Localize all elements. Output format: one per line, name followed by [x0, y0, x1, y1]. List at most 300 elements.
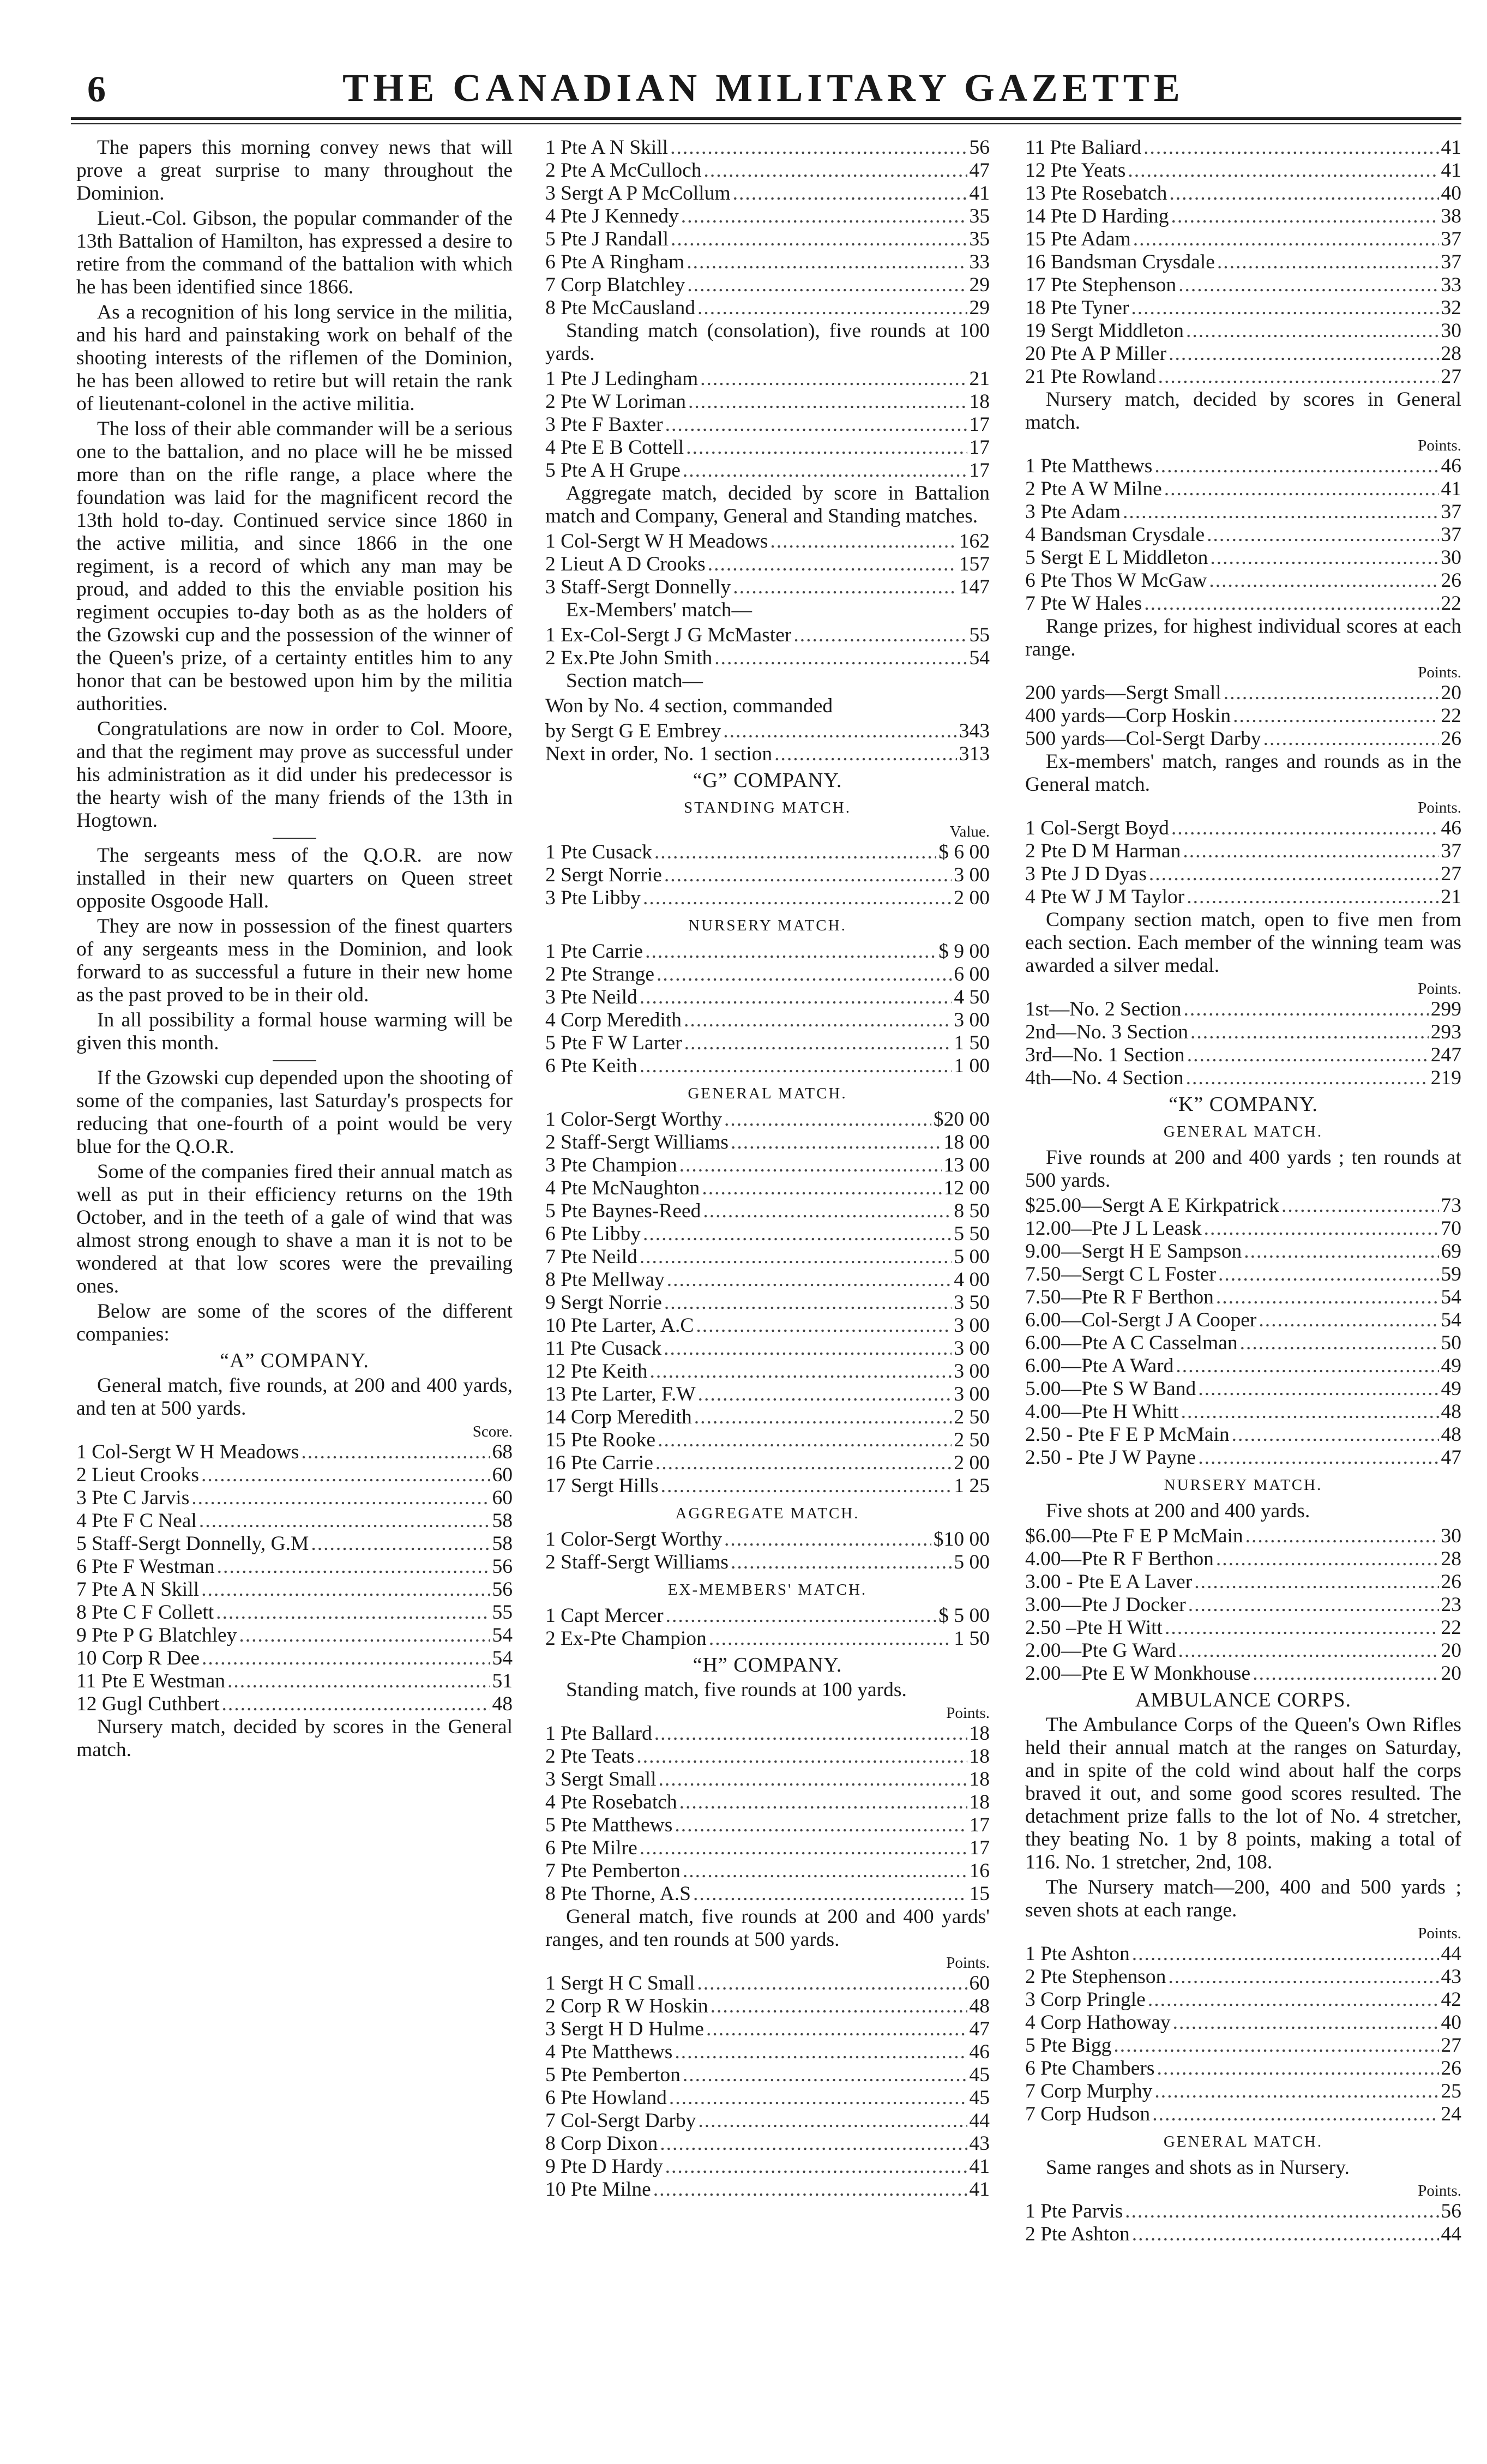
- entrant-name: 9 Sergt Norrie: [545, 1291, 662, 1314]
- score-row: [545, 1722, 990, 1745]
- score-value: 16: [969, 1860, 990, 1882]
- match-description: Range prizes, for highest individual scores at each range.: [1025, 615, 1461, 660]
- dot-leader: [1132, 1943, 1439, 1966]
- score-row: [1025, 1571, 1461, 1594]
- entrant-name: 7 Pte Neild: [545, 1246, 637, 1268]
- dot-leader: [636, 1745, 967, 1768]
- dot-leader: [698, 1383, 952, 1406]
- section-heading-ambulance: AMBULANCE CORPS.: [1135, 1688, 1352, 1711]
- entrant-name: 1 Col-Sergt W H Meadows: [76, 1441, 299, 1463]
- header-rule-thin: [71, 123, 1461, 124]
- score-value: 44: [1441, 2223, 1461, 2245]
- score-value: $ 6 00: [938, 841, 990, 863]
- score-value: 3 00: [954, 1314, 990, 1337]
- score-row: [1025, 159, 1461, 182]
- score-row: [545, 1383, 990, 1406]
- score-row: [1025, 182, 1461, 205]
- score-row: [1025, 274, 1461, 297]
- paragraph: The sergeants mess of the Q.O.R. are now installed in their new quarters on Queen street opposite Osgoode Hall.: [76, 844, 513, 912]
- entrant-name: 1 Pte Ballard: [545, 1722, 652, 1745]
- paragraph: In all possibility a formal house warming will be given this month.: [76, 1009, 513, 1054]
- dot-leader: [770, 530, 956, 553]
- entrant-name: 5 Pte Pemberton: [545, 2064, 681, 2086]
- paragraph: The loss of their able commander will be a serious one to the battalion, and no place will he be missed more than on the rifle range, a place where the foundation was laid for the magnificent record the 13th hold to-day. Continued service since 1860 in the active militia, and since 1866 in the one regiment, is a record of which any man may be proud, and added to this the enviable position his regiment occupies to-day both as as the holders of the Gzowski cup and the possession of the winner of the Queen's prize, of a certainty entitles him to any honor that can be bestowed upon him by the militia authorities.: [76, 418, 513, 715]
- entrant-name: 2.00—Pte G Ward: [1025, 1639, 1176, 1662]
- entrant-name: 6.00—Pte A C Casselman: [1025, 1332, 1238, 1354]
- score-row: [1025, 1378, 1461, 1401]
- score-row: [1025, 1067, 1461, 1090]
- entrant-name: 6.00—Pte A Ward: [1025, 1355, 1174, 1377]
- score-value: $ 5 00: [938, 1604, 990, 1627]
- dot-leader: [724, 1528, 931, 1551]
- dot-leader: [640, 1055, 952, 1078]
- score-value: 41: [1441, 159, 1461, 182]
- dot-leader: [1207, 524, 1438, 546]
- score-value: 46: [969, 2041, 990, 2063]
- entrant-name: 12 Gugl Cuthbert: [76, 1693, 220, 1715]
- entrant-name: 16 Bandsman Crysdale: [1025, 251, 1215, 273]
- score-value: 42: [1441, 1988, 1461, 2011]
- score-row: [1025, 2057, 1461, 2080]
- dot-leader: [1186, 320, 1439, 342]
- score-value: 20: [1441, 1662, 1461, 1685]
- entrant-name: 200 yards—Sergt Small: [1025, 682, 1221, 704]
- score-value: 54: [1441, 1309, 1461, 1331]
- entrant-name: 7 Col-Sergt Darby: [545, 2110, 696, 2132]
- score-value: 1 00: [954, 1055, 990, 1077]
- score-value: 44: [1441, 1943, 1461, 1965]
- dot-leader: [683, 2064, 967, 2087]
- score-row: [545, 1269, 990, 1291]
- match-description: Section match—: [566, 670, 703, 692]
- score-value: 37: [1441, 251, 1461, 273]
- score-value: 18: [969, 1768, 990, 1790]
- entrant-name: 5.00—Pte S W Band: [1025, 1378, 1196, 1400]
- entrant-name: 2 Pte W Loriman: [545, 390, 686, 413]
- score-row: [76, 1487, 513, 1510]
- score-row: [1025, 817, 1461, 840]
- score-value: 23: [1441, 1594, 1461, 1616]
- column-middle: [545, 136, 990, 2449]
- dot-leader: [1259, 1309, 1438, 1332]
- entrant-name: 8 Pte McCausland: [545, 297, 695, 319]
- entrant-name: 11 Pte Cusack: [545, 1337, 662, 1360]
- subheading: NURSERY MATCH.: [688, 917, 847, 934]
- dot-leader: [679, 1791, 967, 1814]
- score-row: [545, 1429, 990, 1452]
- score-row: [545, 624, 990, 647]
- score-value: 41: [1441, 136, 1461, 159]
- score-row: [1025, 1021, 1461, 1044]
- dot-leader: [659, 1768, 967, 1791]
- score-value: 60: [969, 1972, 990, 1994]
- entrant-name: 4 Bandsman Crysdale: [1025, 524, 1205, 546]
- entrant-name: 4 Pte Matthews: [545, 2041, 673, 2063]
- score-value: 56: [1441, 2200, 1461, 2222]
- subheading: AGGREGATE MATCH.: [675, 1505, 860, 1522]
- dot-leader: [1190, 1021, 1429, 1044]
- score-row: [545, 647, 990, 670]
- header-rule: [71, 117, 1461, 120]
- score-value: 2 50: [954, 1406, 990, 1428]
- dot-leader: [733, 576, 957, 599]
- entrant-name: 4 Corp Meredith: [545, 1009, 682, 1031]
- entrant-name: 6 Pte A Ringham: [545, 251, 685, 273]
- dot-leader: [675, 2041, 967, 2064]
- score-row: [545, 2087, 990, 2110]
- dot-leader: [733, 182, 967, 205]
- score-row: [545, 2155, 990, 2178]
- score-value: 17: [969, 1814, 990, 1836]
- score-row: [1025, 1044, 1461, 1067]
- dot-leader: [681, 205, 967, 228]
- score-list: [545, 940, 990, 1078]
- score-value: 8 50: [954, 1200, 990, 1222]
- dot-leader: [666, 1604, 937, 1627]
- score-value: 45: [969, 2064, 990, 2086]
- entrant-name: 8 Pte C F Collett: [76, 1601, 214, 1624]
- match-description: Aggregate match, decided by score in Battalion match and Company, General and Standing matches.: [545, 482, 990, 527]
- dot-leader: [1123, 501, 1439, 524]
- dot-leader: [1216, 1548, 1439, 1571]
- dot-leader: [1209, 569, 1438, 592]
- entrant-name: 12 Pte Keith: [545, 1360, 648, 1383]
- article-gzowski: [76, 1067, 513, 1346]
- section-heading-k-company: “K” COMPANY.: [1169, 1093, 1318, 1116]
- score-list: [1025, 998, 1461, 1090]
- dot-leader: [1216, 1286, 1439, 1309]
- score-row: [545, 1860, 990, 1883]
- dot-leader: [694, 1406, 952, 1429]
- dot-leader: [653, 2178, 967, 2201]
- entrant-name: 3 Pte F Baxter: [545, 413, 663, 436]
- dot-leader: [1154, 2080, 1438, 2103]
- score-row: [76, 1510, 513, 1533]
- score-row: [545, 1883, 990, 1906]
- dot-leader: [239, 1624, 490, 1647]
- score-row: [545, 1131, 990, 1154]
- score-value: 162: [959, 530, 990, 552]
- match-description: Five shots at 200 and 400 yards.: [1046, 1500, 1310, 1522]
- score-value: 48: [1441, 1423, 1461, 1446]
- score-row: [76, 1555, 513, 1578]
- entrant-name: 8 Pte Thorne, A.S: [545, 1883, 691, 1905]
- score-row: [545, 1154, 990, 1177]
- score-value: 20: [1441, 682, 1461, 704]
- score-value: 60: [492, 1464, 513, 1486]
- score-row: [545, 1032, 990, 1055]
- subheading: EX-MEMBERS' MATCH.: [667, 1581, 868, 1598]
- score-list: [545, 136, 990, 320]
- dot-leader: [1176, 1355, 1438, 1378]
- dot-leader: [684, 1032, 952, 1055]
- entrant-name: 13 Pte Larter, F.W: [545, 1383, 696, 1405]
- dot-leader: [714, 647, 967, 670]
- entrant-name: 2 Ex.Pte John Smith: [545, 647, 713, 669]
- score-value: 5 50: [954, 1223, 990, 1245]
- score-row: [1025, 2011, 1461, 2034]
- section-heading-g-company: “G” COMPANY.: [693, 769, 842, 792]
- score-value: 70: [1441, 1217, 1461, 1240]
- entrant-name: 10 Corp R Dee: [76, 1647, 200, 1669]
- dot-leader: [683, 459, 967, 482]
- entrant-name: 13 Pte Rosebatch: [1025, 182, 1167, 205]
- score-value: 44: [969, 2110, 990, 2132]
- entrant-name: 2 Sergt Norrie: [545, 864, 662, 886]
- score-row: [1025, 1966, 1461, 1988]
- score-row: [545, 1177, 990, 1200]
- entrant-name: 6 Pte F Westman: [76, 1555, 215, 1578]
- score-list: [545, 1972, 990, 2201]
- score-row: [545, 390, 990, 413]
- paragraph: If the Gzowski cup depended upon the shooting of some of the companies, last Saturday's prospects for reducing that one-fourth of a point would be very blue for the Q.O.R.: [76, 1067, 513, 1158]
- dot-leader: [217, 1555, 490, 1578]
- dot-leader: [697, 297, 967, 320]
- score-value: 55: [492, 1601, 513, 1624]
- score-row: [76, 1624, 513, 1647]
- dot-leader: [1143, 136, 1438, 159]
- score-value: 30: [1441, 546, 1461, 569]
- section-heading-a-company: “A” COMPANY.: [220, 1349, 369, 1372]
- score-row: [545, 2178, 990, 2201]
- entrant-name: 17 Sergt Hills: [545, 1475, 659, 1497]
- score-row: [545, 1314, 990, 1337]
- entrant-name: $25.00—Sergt A E Kirkpatrick: [1025, 1194, 1279, 1217]
- entrant-name: 18 Pte Tyner: [1025, 297, 1129, 319]
- entrant-name: 16 Pte Carrie: [545, 1452, 653, 1474]
- dot-leader: [1233, 705, 1438, 728]
- entrant-name: 1 Pte Carrie: [545, 940, 643, 963]
- article-sergeants-mess: [76, 844, 513, 1055]
- score-value: 59: [1441, 1263, 1461, 1285]
- dot-leader: [202, 1647, 490, 1670]
- dot-leader: [643, 887, 952, 910]
- dot-leader: [1217, 251, 1439, 274]
- dot-leader: [221, 1693, 490, 1716]
- score-value: 28: [1441, 342, 1461, 365]
- dot-leader: [1188, 1594, 1439, 1616]
- score-value: 26: [1441, 728, 1461, 750]
- score-value: 48: [492, 1693, 513, 1715]
- paragraph: The Ambulance Corps of the Queen's Own Rifles held their annual match at the ranges on Saturday, and in spite of the cold wind about half the corps braved it out, and some good scores resulted. The detachment prize falls to the lot of No. 4 stretcher, they beating No. 1 by 8 points, making a total of 116. No. 1 stretcher, 2nd, 108.: [1025, 1714, 1461, 1873]
- dot-leader: [687, 274, 967, 297]
- score-row: [545, 530, 990, 553]
- article-gibson: [76, 136, 513, 832]
- score-row: [545, 413, 990, 436]
- dot-leader: [660, 2132, 967, 2155]
- score-row: [545, 2064, 990, 2087]
- entrant-name: 7.50—Sergt C L Foster: [1025, 1263, 1217, 1285]
- score-value: 32: [1441, 297, 1461, 319]
- dot-leader: [1149, 863, 1439, 886]
- score-value: 5 00: [954, 1551, 990, 1573]
- paragraph: As a recognition of his long service in the militia, and his hard and painstaking work on behalf of the shooting interests of the riflemen of the Dominion, he has been allowed to retire but will retain the rank of lieutenant-colonel in the active militia.: [76, 301, 513, 415]
- score-list: [1025, 2200, 1461, 2246]
- match-description: Standing match (consolation), five rounds at 100 yards.: [545, 320, 990, 365]
- entrant-name: 6 Pte Libby: [545, 1223, 641, 1245]
- match-description: Standing match, five rounds at 100 yards.: [566, 1679, 907, 1701]
- score-value: 2 00: [954, 1452, 990, 1474]
- entrant-name: 3 Sergt Small: [545, 1768, 657, 1790]
- dot-leader: [1186, 1067, 1429, 1090]
- dot-leader: [1224, 682, 1439, 705]
- score-list: [545, 1108, 990, 1498]
- score-row: [1025, 1286, 1461, 1309]
- entrant-name: 3 Pte C Jarvis: [76, 1487, 190, 1509]
- score-row: [76, 1601, 513, 1624]
- entrant-name: 15 Pte Adam: [1025, 228, 1131, 250]
- score-row: [545, 1452, 990, 1475]
- score-row: [545, 159, 990, 182]
- dot-leader: [1133, 228, 1439, 251]
- entrant-name: 4 Pte F C Neal: [76, 1510, 197, 1532]
- dot-leader: [679, 1154, 942, 1177]
- dot-leader: [1178, 1639, 1438, 1662]
- score-value: 60: [492, 1487, 513, 1509]
- score-value: 299: [1430, 998, 1461, 1020]
- dot-leader: [696, 1314, 952, 1337]
- dot-leader: [654, 1722, 967, 1745]
- dot-leader: [684, 1009, 952, 1032]
- dot-leader: [658, 1429, 952, 1452]
- score-row: [545, 963, 990, 986]
- match-description: Won by No. 4 section, commanded: [545, 695, 833, 717]
- score-row: [1025, 2200, 1461, 2223]
- score-value: 28: [1441, 1548, 1461, 1570]
- score-row: [1025, 886, 1461, 909]
- score-value: 55: [969, 624, 990, 646]
- entrant-name: 1 Pte Ashton: [1025, 1943, 1130, 1965]
- score-value: $ 9 00: [938, 940, 990, 963]
- score-value: 47: [969, 159, 990, 182]
- dot-leader: [731, 1131, 942, 1154]
- score-row: [545, 2018, 990, 2041]
- entrant-name: 2.50 - Pte F E P McMain: [1025, 1423, 1230, 1446]
- score-row: [1025, 1446, 1461, 1469]
- score-value: 54: [1441, 1286, 1461, 1308]
- match-description: Nursery match, decided by scores in General match.: [1025, 388, 1461, 434]
- dot-leader: [724, 1108, 931, 1131]
- score-value: 68: [492, 1441, 513, 1463]
- score-row: [545, 1837, 990, 1860]
- score-row: [1025, 1988, 1461, 2011]
- column-right: [1025, 136, 1461, 2449]
- entrant-name: Next in order, No. 1 section: [545, 743, 773, 765]
- score-row: [545, 743, 990, 766]
- entrant-name: 5 Pte J Randall: [545, 228, 669, 250]
- dot-leader: [711, 1995, 967, 2018]
- score-value: 17: [969, 436, 990, 459]
- score-row: [545, 205, 990, 228]
- column-label: Points.: [946, 1704, 990, 1722]
- dot-leader: [649, 1360, 952, 1383]
- score-row: [1025, 1217, 1461, 1240]
- entrant-name: 2 Pte Strange: [545, 963, 654, 985]
- score-row: [545, 2110, 990, 2132]
- score-value: $20 00: [933, 1108, 990, 1131]
- dot-leader: [1198, 1446, 1438, 1469]
- dot-leader: [793, 624, 967, 647]
- dot-leader: [1240, 1332, 1439, 1355]
- entrant-name: 7 Corp Hudson: [1025, 2103, 1151, 2125]
- score-row: [545, 2132, 990, 2155]
- dot-leader: [1157, 2057, 1438, 2080]
- dot-leader: [1125, 2200, 1438, 2223]
- dot-leader: [671, 228, 967, 251]
- dot-leader: [311, 1533, 490, 1555]
- score-value: 2 50: [954, 1429, 990, 1451]
- dot-leader: [709, 1627, 952, 1650]
- dot-leader: [1148, 1988, 1439, 2011]
- score-value: 48: [969, 1995, 990, 2017]
- subheading: NURSERY MATCH.: [1164, 1476, 1323, 1494]
- score-value: 37: [1441, 501, 1461, 523]
- score-value: 46: [1441, 817, 1461, 839]
- score-value: 12 00: [943, 1177, 990, 1199]
- entrant-name: 2 Pte A W Milne: [1025, 478, 1162, 500]
- entrant-name: 2 Pte Teats: [545, 1745, 635, 1768]
- column-label: Points.: [1418, 799, 1461, 816]
- score-list: [545, 841, 990, 910]
- dot-leader: [1152, 2103, 1438, 2126]
- score-row: [1025, 1194, 1461, 1217]
- column-left: [76, 136, 513, 2449]
- score-value: 48: [1441, 1401, 1461, 1423]
- score-value: 293: [1430, 1021, 1461, 1043]
- score-list: [76, 1441, 513, 1716]
- score-value: 47: [1441, 1446, 1461, 1469]
- entrant-name: 19 Sergt Middleton: [1025, 320, 1184, 342]
- entrant-name: 15 Pte Rooke: [545, 1429, 656, 1451]
- entrant-name: 1 Sergt H C Small: [545, 1972, 695, 1994]
- dot-leader: [723, 720, 957, 743]
- score-row: [1025, 1594, 1461, 1616]
- score-row: [1025, 1240, 1461, 1263]
- score-row: [545, 1627, 990, 1650]
- dot-leader: [227, 1670, 490, 1693]
- dot-leader: [675, 1814, 967, 1837]
- score-value: 54: [969, 647, 990, 669]
- dot-leader: [1244, 1240, 1438, 1263]
- score-row: [76, 1533, 513, 1555]
- dot-leader: [1168, 1966, 1438, 1988]
- score-value: 56: [492, 1555, 513, 1578]
- entrant-name: 10 Pte Larter, A.C: [545, 1314, 694, 1337]
- entrant-name: 4th—No. 4 Section: [1025, 1067, 1184, 1089]
- entrant-name: 4.00—Pte R F Berthon: [1025, 1548, 1214, 1570]
- entrant-name: 2nd—No. 3 Section: [1025, 1021, 1188, 1043]
- score-list: [545, 1528, 990, 1574]
- score-row: [545, 182, 990, 205]
- entrant-name: 9 Pte P G Blatchley: [76, 1624, 237, 1646]
- dot-leader: [1132, 2223, 1439, 2246]
- score-row: [545, 368, 990, 390]
- score-row: [545, 1200, 990, 1223]
- score-row: [545, 1360, 990, 1383]
- score-value: 1 50: [954, 1627, 990, 1650]
- dot-leader: [697, 1972, 967, 1995]
- dot-leader: [665, 2155, 967, 2178]
- score-value: 20: [1441, 1639, 1461, 1662]
- score-value: 35: [969, 205, 990, 227]
- column-label: Points.: [1418, 664, 1461, 681]
- masthead-header: [65, 60, 1461, 115]
- score-value: 27: [1441, 863, 1461, 885]
- entrant-name: 400 yards—Corp Hoskin: [1025, 705, 1231, 727]
- entrant-name: 7 Corp Blatchley: [545, 274, 685, 296]
- dot-leader: [1178, 274, 1438, 297]
- entrant-name: 1 Col-Sergt Boyd: [1025, 817, 1169, 839]
